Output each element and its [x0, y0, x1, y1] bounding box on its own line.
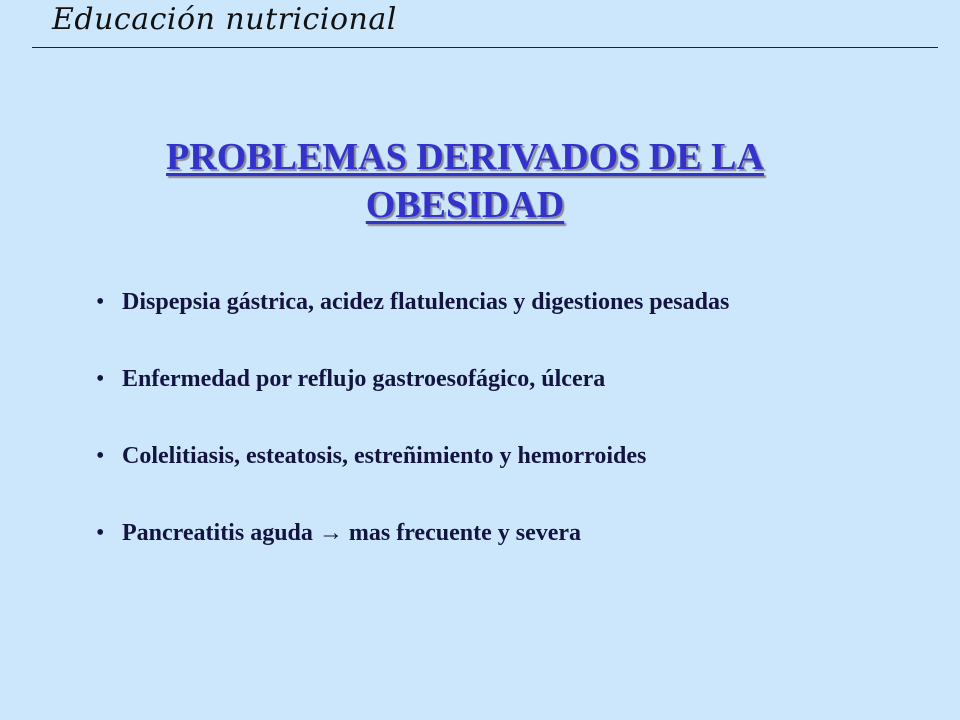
slide-title	[110, 133, 820, 229]
bullet-item	[96, 438, 882, 474]
bullet-text: Enfermedad por reflujo gastroesofágico, úlcera	[122, 366, 606, 392]
bullet-text: Pancreatitis aguda → mas frecuente y severa	[122, 520, 582, 546]
bullet-item	[96, 361, 882, 397]
bullet-dot-icon: •	[96, 289, 105, 315]
bullet-dot-icon: •	[96, 443, 105, 469]
bullet-item	[96, 284, 882, 320]
bullet-list	[96, 284, 882, 551]
bullet-text: Colelitiasis, esteatosis, estreñimiento y hemorroides	[122, 443, 647, 469]
slide-title-line-2: OBESIDAD	[365, 184, 565, 226]
header-title: Educación nutricional	[52, 2, 397, 37]
bullet-text: Dispepsia gástrica, acidez flatulencias y digestiones pesadas	[122, 289, 730, 315]
header-divider	[32, 47, 938, 48]
bullet-dot-icon: •	[96, 366, 105, 392]
slide-title-line-1: PROBLEMAS DERIVADOS DE LA	[166, 136, 764, 178]
bullet-item	[96, 515, 882, 551]
bullet-dot-icon: •	[96, 520, 105, 546]
